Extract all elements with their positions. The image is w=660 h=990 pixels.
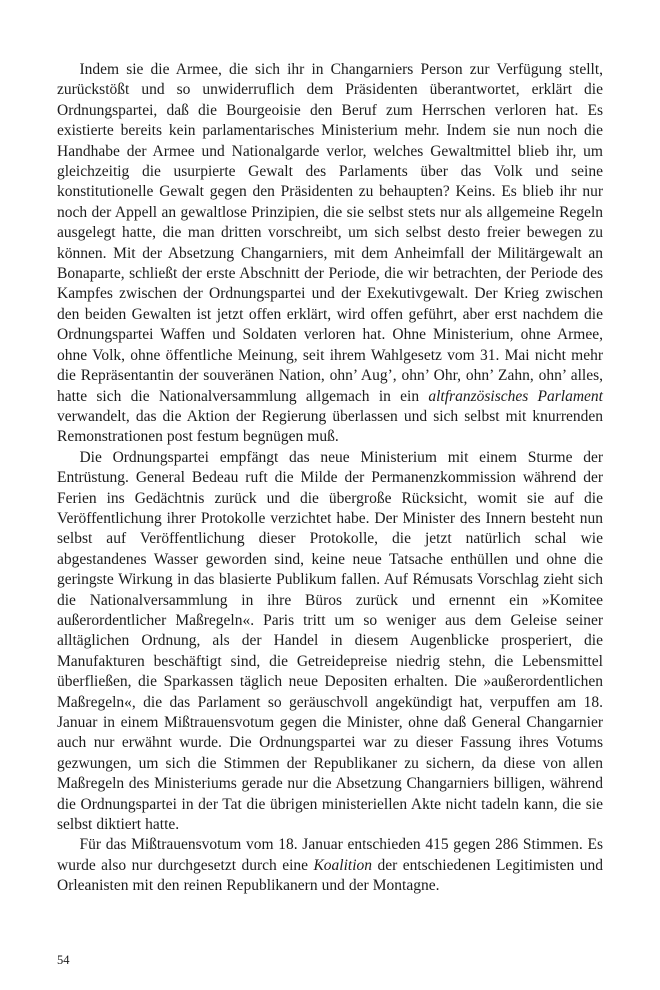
text-segment: Indem sie die Armee, die sich ihr in Changarniers Person zur Verfügung stellt, zurückstößt und so unwiderruflich dem Präsidenten überantwortet, erklärt die Ordnungspartei, daß die Bourgeoisie den Beruf zum Herrschen verloren hat. Es existierte bereits kein parlamentarisches Ministerium mehr. Indem sie nun noch die Handhabe der Armee und Nationalgarde verlor, welches Gewaltmittel blieb ihr, um gleichzeitig die usurpierte Gewalt des Parlaments über das Volk und seine konstitutionelle Gewalt gegen den Präsidenten zu behaupten? Keins. Es blieb ihr nur noch der Appell an gewaltlose Prinzipien, die sie selbst stets nur als allgemeine Regeln ausgelegt hatte, die man dritten vorschreibt, um sich selbst desto freier bewegen zu können. Mit der Absetzung Changarniers, mit dem Anheimfall der Militärgewalt an Bonaparte, schließt der erste Abschnitt der Periode, die wir betrachten, der Periode des Kampfes zwischen der Ordnungspartei und der Exekutivgewalt. Der Krieg zwischen den beiden Gewalten ist jetzt offen erklärt, wird offen geführt, aber erst nachdem die Ordnungspartei Waffen und Soldaten verloren hat. Ohne Ministerium, ohne Armee, ohne Volk, ohne öffentliche Meinung, seit ihrem Wahlgesetz vom 31. Mai nicht mehr die Repräsentantin der souveränen Nation, ohn’ Aug’, ohn’ Ohr, ohn’ Zahn, ohn’ alles, hatte sich die Nationalversammlung allgemach in ein bbox=[57, 61, 603, 405]
text-segment: altfranzösisches Parlament bbox=[428, 387, 603, 405]
paragraph bbox=[57, 448, 603, 836]
paragraph bbox=[57, 835, 603, 896]
text-segment: Koalition bbox=[313, 856, 373, 874]
text-segment: Die Ordnungspartei empfängt das neue Ministerium mit einem Sturme der Entrüstung. General Bedeau ruft die Milde der Permanenzkommission während der Ferien ins Gedächtnis zurück und die übergroße Rücksicht, womit sie auf die Veröffentlichung ihrer Protokolle verzichtet habe. Der Minister des Innern besteht nun selbst auf Veröffentlichung dieser Protokolle, die jetzt natürlich schal wie abgestandenes Wasser geworden sind, keine neue Tatsache enthüllen und ohne die geringste Wirkung in das blasierte Publikum fallen. Auf Rémusats Vorschlag zieht sich die Nationalversammlung in ihre Büros zurück und ernennt ein »Komitee außerordentlicher Maßregeln«. Paris tritt um so weniger aus dem Geleise seiner alltäglichen Ordnung, als der Handel in diesem Augenblicke prosperiert, die Manufakturen beschäftigt sind, die Getreidepreise niedrig stehn, die Lebensmittel überfließen, die Sparkassen täglich neue Depositen erhalten. Die »außerordentlichen Maßregeln«, die das Parlament so geräuschvoll angekündigt hat, verpuffen am 18. Januar in einem Mißtrauensvotum gegen die Minister, ohne daß General Changarnier auch nur erwähnt wurde. Die Ordnungspartei war zu dieser Fassung ihres Votums gezwungen, um sich die Stimmen der Republikaner zu sichern, da diese von allen Maßregeln des Ministeriums gerade nur die Absetzung Changarniers billigen, während die Ordnungspartei in der Tat die übrigen ministeriellen Akte nicht tadeln kann, die sie selbst diktiert hatte. bbox=[57, 448, 603, 834]
text-segment: verwandelt, das die Aktion der Regierung überlassen und sich selbst mit knurrenden Remonstrationen post festum begnügen muß. bbox=[57, 407, 603, 446]
text-segment: Für das Mißtrauensvotum vom 18. Januar entschieden 415 gegen 286 Stimmen. Es wurde also nur durchgesetzt durch eine bbox=[57, 836, 603, 874]
page-number: 54 bbox=[57, 953, 70, 967]
body-text bbox=[57, 60, 603, 897]
paragraph bbox=[57, 60, 603, 448]
text-segment: der entschiedenen Legitimisten und Orleanisten mit den reinen Republikanern und der Montagne. bbox=[57, 856, 603, 895]
